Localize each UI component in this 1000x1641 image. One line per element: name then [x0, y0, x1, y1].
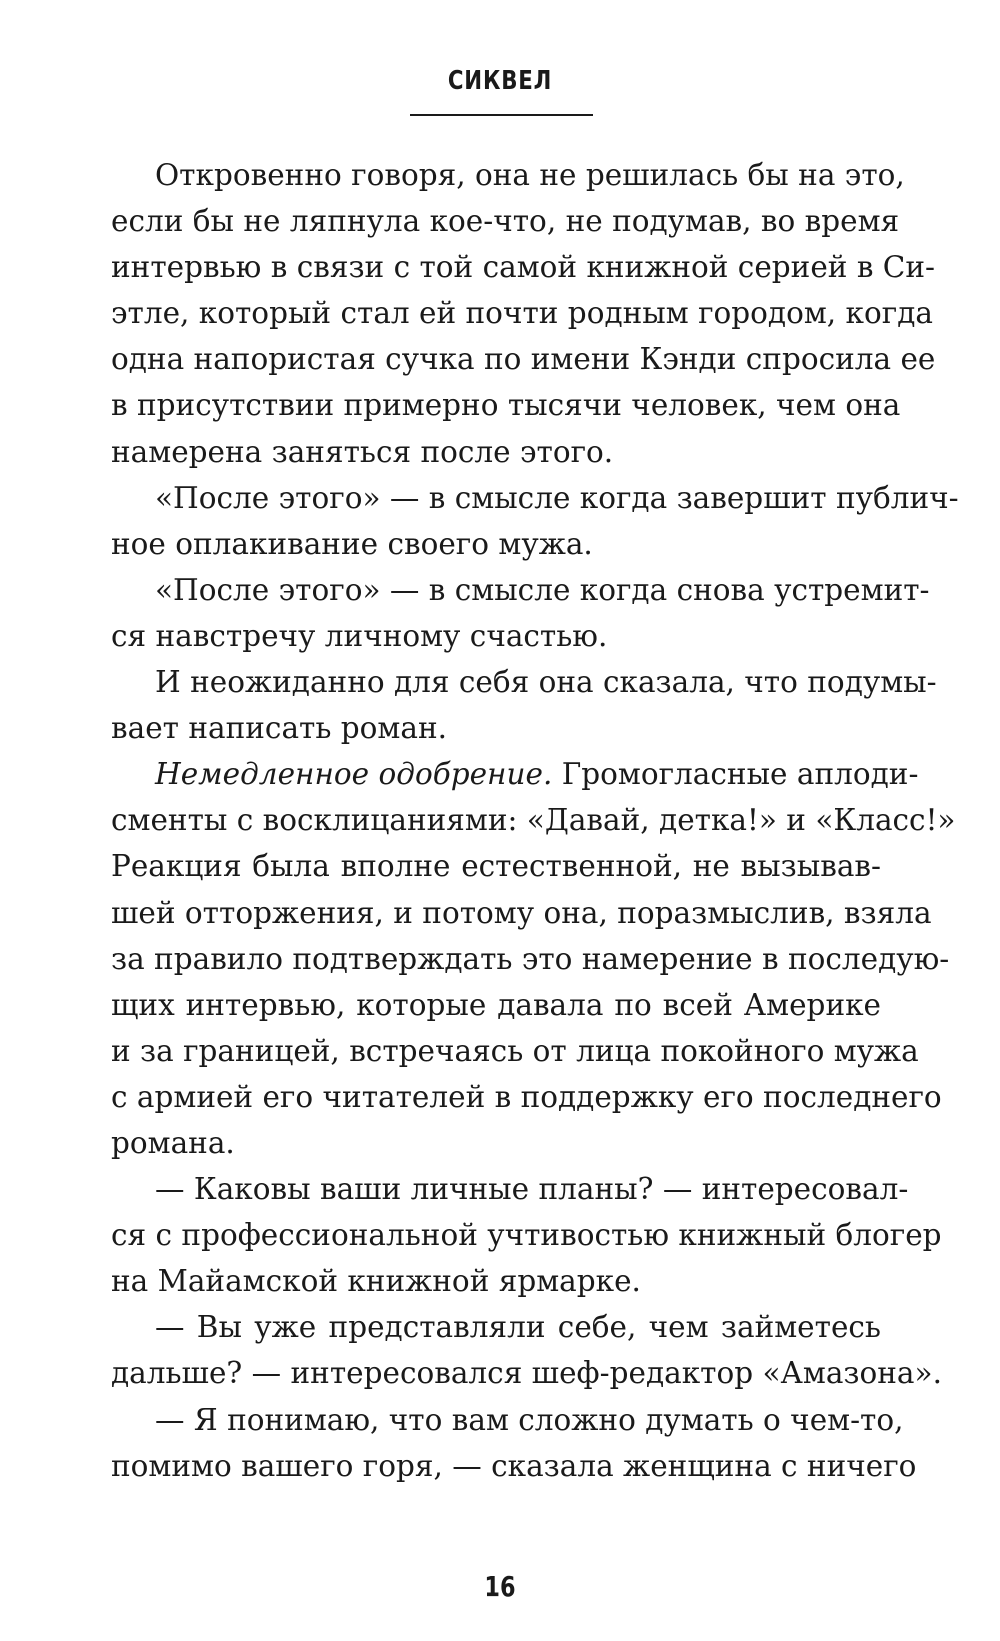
text-line: дальше? — интересовался шеф-редактор «Амазона». [111, 1356, 942, 1391]
text-line: за правило подтверждать это намерение в последую- [111, 941, 950, 976]
text-line: ся навстречу личному счастью. [111, 618, 608, 653]
text-line: сменты с восклицаниями: «Давай, детка!» и «Класс!» [111, 803, 956, 838]
text-line: вает написать роман. [111, 711, 448, 746]
text-line [111, 751, 919, 797]
text-line: — Каковы ваши личные планы? — интересовал- [155, 1172, 909, 1207]
running-head-title: СИКВЕЛ [447, 66, 553, 96]
text-line: романа. [111, 1125, 235, 1160]
text-line: интервью в связи с той самой книжной серией в Си- [111, 250, 936, 285]
text-line: щих интервью, которые давала по всей Америке [111, 987, 881, 1022]
text-line: и за границей, встречаясь от лица покойного мужа [111, 1033, 919, 1068]
text-line: ное оплакивание своего мужа. [111, 526, 593, 561]
text-line: Откровенно говоря, она не решилась бы на это, [155, 158, 905, 192]
text-line: И неожиданно для себя она сказала, что подумы- [155, 665, 937, 700]
body-text [111, 152, 959, 1489]
text-line: шей отторжения, и потому она, поразмыслив, взяла [111, 895, 932, 930]
text-line: «После этого» — в смысле когда завершит публич- [155, 480, 959, 515]
text-line: помимо вашего горя, — сказала женщина с ничего [111, 1448, 917, 1483]
page-number: 16 [484, 1570, 516, 1603]
text-line: Реакция была вполне естественной, не вызывав- [111, 849, 881, 884]
text-line: ся с профессиональной учтивостью книжный блогер [111, 1218, 942, 1253]
text-line: — Я понимаю, что вам сложно думать о чем-то, [155, 1402, 904, 1437]
text-line: на Майамской книжной ярмарке. [111, 1264, 641, 1299]
italic-emphasis: Немедленное одобрение. [155, 757, 553, 792]
text-line: если бы не ляпнула кое-что, не подумав, во время [111, 204, 900, 239]
text-line: — Вы уже представляли себе, чем займетесь [155, 1310, 881, 1345]
text-fragment: Громогласные аплоди- [561, 757, 919, 792]
text-line: намерена заняться после этого. [111, 434, 614, 469]
text-line: «После этого» — в смысле когда снова устремит- [155, 572, 930, 607]
text-line: в присутствии примерно тысячи человек, чем она [111, 388, 901, 423]
text-line: с армией его читателей в поддержку его последнего [111, 1079, 942, 1114]
text-line: этле, который стал ей почти родным городом, когда [111, 296, 933, 331]
running-head-rule [410, 114, 593, 116]
text-line: одна напористая сучка по имени Кэнди спросила ее [111, 342, 936, 377]
